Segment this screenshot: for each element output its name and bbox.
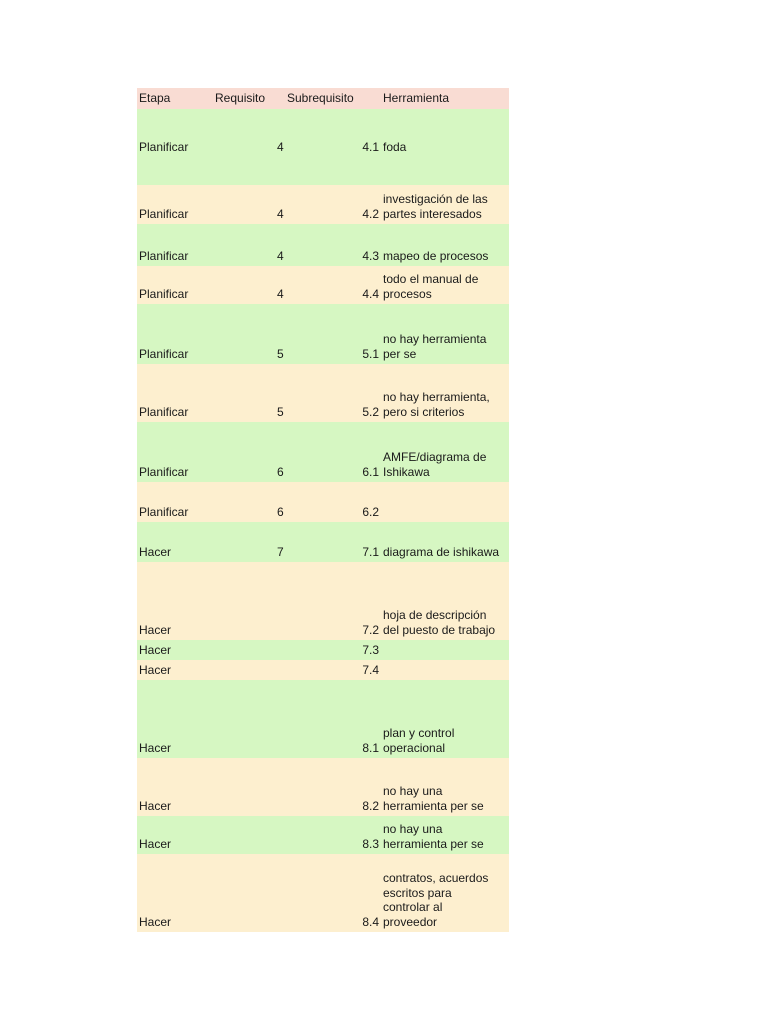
herramienta-cell: [381, 660, 509, 680]
table-row: [137, 758, 509, 816]
herramienta-cell: diagrama de ishikawa: [383, 544, 500, 559]
subrequisito-cell: 5.2: [362, 404, 379, 419]
herramienta-cell: plan y control operacional: [383, 726, 455, 755]
requisito-cell: [277, 758, 307, 816]
subrequisito-cell: 4.4: [362, 286, 379, 301]
etapa-cell: Planificar: [139, 248, 189, 263]
requisito-cell: [277, 854, 307, 932]
spreadsheet-table: [137, 88, 509, 932]
etapa-cell: Planificar: [139, 206, 189, 221]
etapa-cell: Planificar: [139, 139, 189, 154]
etapa-cell: Hacer: [139, 662, 172, 677]
subrequisito-cell: 8.1: [362, 740, 379, 755]
table-row: [137, 482, 509, 522]
table-row: [137, 816, 509, 854]
requisito-cell: [277, 640, 307, 660]
requisito-cell: 6: [277, 504, 284, 519]
subrequisito-cell: 8.2: [362, 798, 379, 813]
herramienta-cell: no hay una herramienta per se: [383, 784, 484, 813]
subrequisito-cell: 7.3: [362, 642, 379, 657]
requisito-cell: [277, 816, 307, 854]
herramienta-cell: no hay herramienta per se: [383, 332, 487, 361]
requisito-cell: 4: [277, 286, 284, 301]
subrequisito-cell: 4.2: [362, 206, 379, 221]
etapa-cell: Hacer: [139, 544, 172, 559]
herramienta-cell: [381, 482, 509, 522]
subrequisito-cell: 7.1: [362, 544, 379, 559]
etapa-cell: Hacer: [139, 622, 172, 637]
table-row: [137, 562, 509, 640]
table-body: [137, 109, 509, 932]
subrequisito-cell: 7.4: [362, 662, 379, 677]
header-requisito: Requisito: [215, 91, 266, 106]
herramienta-cell: [381, 640, 509, 660]
herramienta-cell: AMFE/diagrama de Ishikawa: [383, 450, 487, 479]
table-row: [137, 854, 509, 932]
table-row: [137, 522, 509, 562]
table-row: [137, 422, 509, 482]
table-row: [137, 364, 509, 422]
requisito-cell: 5: [277, 404, 284, 419]
requisito-cell: 4: [277, 248, 284, 263]
subrequisito-cell: 4.3: [362, 248, 379, 263]
etapa-cell: Hacer: [139, 740, 172, 755]
etapa-cell: Planificar: [139, 504, 189, 519]
requisito-cell: [277, 562, 307, 640]
subrequisito-cell: 6.2: [362, 504, 379, 519]
etapa-cell: Planificar: [139, 404, 189, 419]
herramienta-cell: no hay una herramienta per se: [383, 822, 484, 851]
herramienta-cell: contratos, acuerdos escritos para controlar al proveedor: [383, 871, 489, 929]
herramienta-cell: foda: [383, 139, 407, 154]
etapa-cell: Planificar: [139, 346, 189, 361]
header-subrequisito: Subrequisito: [287, 91, 354, 106]
requisito-cell: 5: [277, 346, 284, 361]
requisito-cell: 4: [277, 139, 284, 154]
etapa-cell: Hacer: [139, 798, 172, 813]
table-row: [137, 109, 509, 185]
table-row: [137, 224, 509, 266]
etapa-cell: Hacer: [139, 914, 172, 929]
table-row: [137, 660, 509, 680]
subrequisito-cell: 8.4: [362, 914, 379, 929]
herramienta-cell: mapeo de procesos: [383, 248, 489, 263]
requisito-cell: [277, 680, 307, 758]
table-row: [137, 680, 509, 758]
etapa-cell: Hacer: [139, 642, 172, 657]
requisito-cell: 6: [277, 464, 284, 479]
etapa-cell: Planificar: [139, 286, 189, 301]
requisito-cell: [277, 660, 307, 680]
table-row: [137, 304, 509, 364]
header-etapa: Etapa: [139, 91, 171, 106]
subrequisito-cell: 5.1: [362, 346, 379, 361]
subrequisito-cell: 4.1: [362, 139, 379, 154]
subrequisito-cell: 7.2: [362, 622, 379, 637]
table-row: [137, 640, 509, 660]
herramienta-cell: no hay herramienta, pero si criterios: [383, 390, 490, 419]
table-row: [137, 266, 509, 304]
header-herramienta: Herramienta: [383, 91, 450, 106]
etapa-cell: Hacer: [139, 836, 172, 851]
herramienta-cell: todo el manual de procesos: [383, 272, 479, 301]
etapa-cell: Planificar: [139, 464, 189, 479]
requisito-cell: 7: [277, 544, 284, 559]
subrequisito-cell: 6.1: [362, 464, 379, 479]
table-row: [137, 185, 509, 224]
herramienta-cell: hoja de descripción del puesto de trabajo: [383, 608, 496, 637]
table-header-row: [137, 88, 509, 109]
herramienta-cell: investigación de las partes interesados: [383, 192, 488, 221]
subrequisito-cell: 8.3: [362, 836, 379, 851]
requisito-cell: 4: [277, 206, 284, 221]
